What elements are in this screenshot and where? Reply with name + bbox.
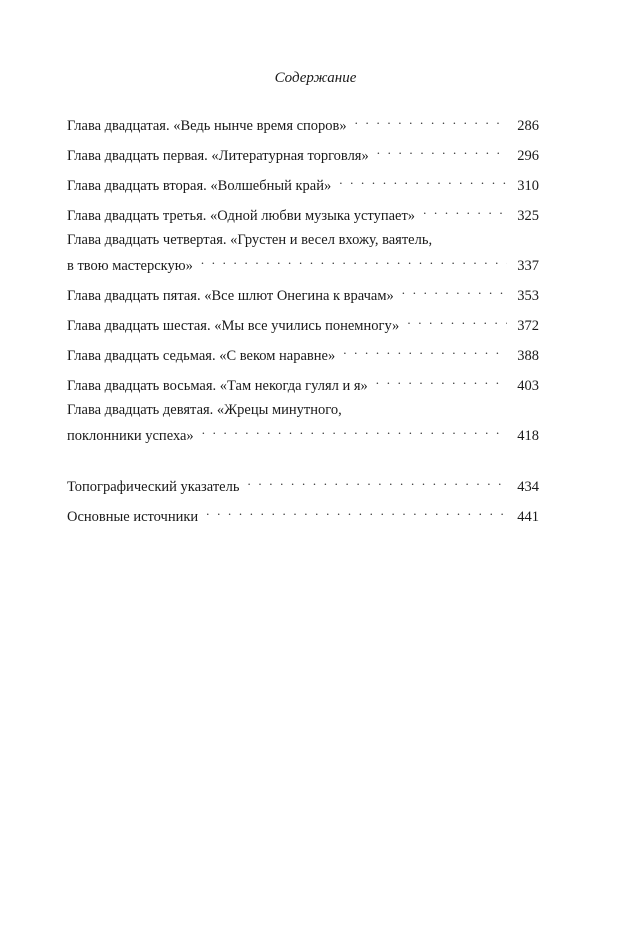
toc-entry-title-line1: Глава двадцать девятая. «Жрецы минутного, [67, 402, 342, 418]
toc-entry[interactable] [67, 170, 539, 196]
toc-entry-page: 434 [517, 479, 539, 495]
dot-leader [377, 140, 507, 160]
toc-entry-page: 325 [517, 208, 539, 224]
dot-leader [202, 420, 507, 440]
toc-entry-title: Глава двадцать третья. «Одной любви музыка уступает» [67, 208, 416, 224]
toc-entry-title: Глава двадцать пятая. «Все шлют Онегина к врачам» [67, 288, 394, 304]
toc-entry-page: 441 [517, 509, 539, 525]
toc-entry-title: Глава двадцать вторая. «Волшебный край» [67, 178, 332, 194]
dot-leader [206, 501, 507, 521]
toc-entry-title: Глава двадцать седьмая. «С веком наравне» [67, 348, 336, 364]
dot-leader [201, 250, 507, 270]
toc-entry-page: 310 [517, 178, 539, 194]
toc-entry-page: 337 [517, 258, 539, 274]
toc-entry-page: 286 [517, 118, 539, 134]
dot-leader [423, 200, 507, 220]
table-of-contents [67, 110, 539, 531]
contents-heading: Содержание [274, 70, 357, 86]
toc-entry[interactable] [67, 310, 539, 336]
appendices-list [67, 471, 539, 527]
toc-entry-title: Топографический указатель [67, 479, 240, 495]
toc-entry-page: 403 [517, 378, 539, 394]
toc-entry-page: 388 [517, 348, 539, 364]
toc-entry-title: Глава двадцатая. «Ведь нынче время споров» [67, 118, 347, 134]
toc-entry-title: поклонники успеха» [67, 428, 194, 444]
toc-entry[interactable] [67, 340, 539, 366]
dot-leader [376, 370, 507, 390]
toc-entry[interactable] [67, 400, 539, 446]
dot-leader [355, 110, 507, 130]
toc-entry-title: Основные источники [67, 509, 199, 525]
toc-entry-title: Глава двадцать восьмая. «Там некогда гулял и я» [67, 378, 368, 394]
dot-leader [339, 170, 507, 190]
toc-entry-page: 353 [517, 288, 539, 304]
toc-entry-page: 418 [517, 428, 539, 444]
toc-entry-page: 296 [517, 148, 539, 164]
toc-entry[interactable] [67, 370, 539, 396]
toc-entry-title-line1: Глава двадцать четвертая. «Грустен и весел вхожу, ваятель, [67, 232, 433, 248]
section-spacer [67, 450, 539, 471]
toc-entry-title: Глава двадцать первая. «Литературная торговля» [67, 148, 369, 164]
toc-entry-title: Глава двадцать шестая. «Мы все учились понемногу» [67, 318, 400, 334]
dot-leader [343, 340, 507, 360]
dot-leader [247, 471, 507, 491]
toc-entry[interactable] [67, 501, 539, 527]
toc-entry[interactable] [67, 471, 539, 497]
toc-entry[interactable] [67, 230, 539, 276]
toc-entry[interactable] [67, 200, 539, 226]
toc-entry-title: в твою мастерскую» [67, 258, 193, 274]
toc-entry[interactable] [67, 110, 539, 136]
toc-entry[interactable] [67, 280, 539, 306]
chapters-list [67, 110, 539, 446]
toc-entry[interactable] [67, 140, 539, 166]
dot-leader [402, 280, 507, 300]
toc-entry-page: 372 [517, 318, 539, 334]
dot-leader [407, 310, 507, 330]
